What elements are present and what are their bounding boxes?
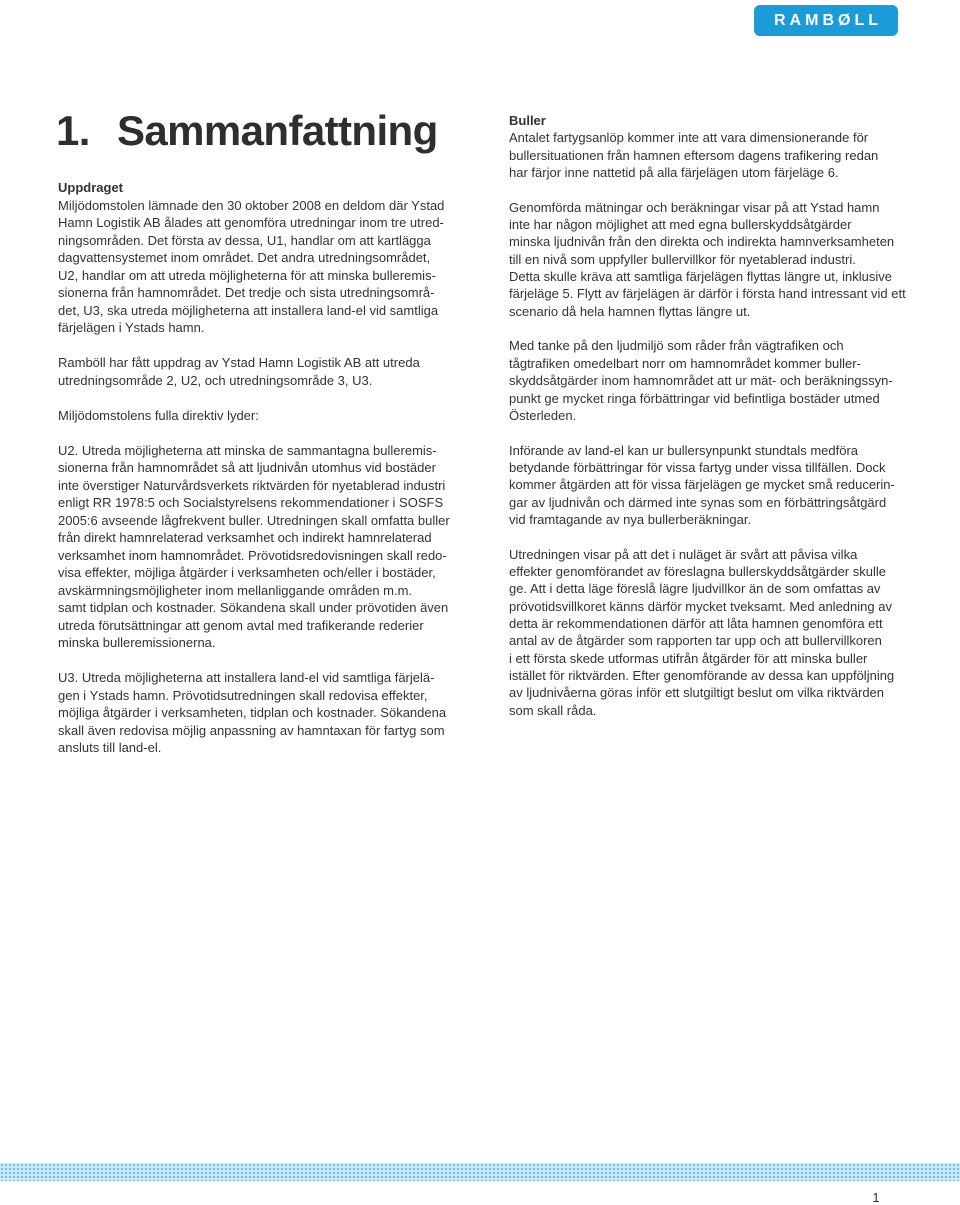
text-line: Detta skulle kräva att samtliga färjelägen flyttas längre ut, inklusive [509,269,892,285]
text-line: Utredningen visar på att det i nuläget är svårt att påvisa vilka [509,546,858,562]
text-line: bullersituationen från hamnen eftersom dagens trafikering redan [509,147,879,163]
text-line: samt tidplan och kostnader. Sökandena skall under prövotiden även [58,600,449,615]
text-line: ningsområden. Det första av dessa, U1, handlar om att kartlägga [58,232,431,248]
text-line: Antalet fartygsanlöp kommer inte att vara dimensionerande för [509,130,869,146]
text-line: av ljudnivåerna göras inför ett slutgiltigt beslut om vilka riktvärden [509,685,885,701]
text-line: skall även redovisa möjlig anpassning av hamntaxan för fartyg som [58,722,445,738]
paragraph [509,442,906,529]
text-line: gar av ljudnivån och därmed inte synas som en förbättringsåtgärd [509,494,887,510]
text-line: 2005:6 avseende lågfrekvent buller. Utredningen skall omfatta buller [58,512,450,528]
text-line: Införande av land-el kan ur bullersynpunkt stundtals medföra [509,442,859,458]
text-line: utredningsområde 2, U2, och utredningsområde 3, U3. [58,372,373,388]
text-line: verksamhet inom hamnområdet. Prövotidsredovisningen skall redo- [58,547,447,563]
text-line: sionerna från hamnområdet. Det tredje och sista utredningsområ- [58,285,435,300]
text-line: U2, handlar om att utreda möjligheterna för att minska bulleremis- [58,267,436,283]
paragraph [509,337,906,424]
text-line: Med tanke på den ljudmiljö som råder från vägtrafiken och [509,338,844,354]
text-line: inte har någon möjlighet att med egna bullerskyddsåtgärder [509,217,852,233]
text-line: i ett första skede utformas utifrån åtgärder för att minska buller [509,650,868,666]
paragraph [509,546,906,719]
text-line: effekter genomförandet av föreslagna bullerskyddsåtgärder skulle [509,563,886,579]
footer-band [0,1163,960,1181]
right-column [509,112,906,719]
page-title: Sammanfattning [117,107,438,154]
text-line: ansluts till land-el. [58,740,162,755]
text-line: inte överstiger Naturvårdsverkets riktvärden för nyetablerad industri [58,477,446,493]
page-number: 1 [872,1190,880,1205]
paragraph [58,442,450,652]
ramboll-logo [754,5,898,36]
paragraph [58,407,450,425]
text-line: Österleden. [509,407,577,423]
text-line: Miljödomstolen lämnade den 30 oktober 2008 en deldom där Ystad [58,197,445,213]
text-line: Hamn Logistik AB ålades att genomföra utredningar inom tre utred- [58,215,444,230]
logo-wordmark: RAMBØLL [774,11,882,29]
chapter-number: 1. [56,107,90,154]
text-line: tågtrafiken omedelbart norr om hamnområdet kommer buller- [509,355,861,371]
left-column [58,179,450,757]
text-line: möjliga åtgärder i verksamheten, tidplan och kostnader. Sökandena [58,705,447,720]
text-line: det, U3, ska utreda möjligheterna att installera land-el vid samtliga [58,302,439,318]
text-line: enligt RR 1978:5 och Socialstyrelsens rekommendationer i SOSFS [58,495,444,510]
text-line: färjeläge 5. Flytt av färjelägen är därför i första hand intressant vid ett [509,286,906,302]
text-line: U2. Utreda möjligheterna att minska de sammantagna bulleremis- [58,442,437,458]
text-line: har färjor inne nattetid på alla färjelägen utom färjeläge 6. [509,165,839,181]
text-line: avskärmningsmöjligheter inom mellanliggande områden m.m. [58,582,413,598]
text-line: detta är rekommendationen därför att låta hamnen genomföra ett [509,615,883,631]
section-heading: Uppdraget [58,180,123,195]
text-line: skyddsåtgärder inom hamnområdet att ur mät- och beräkningssyn- [509,373,893,389]
text-line: dagvattensystemet inom området. Det andra utredningsområdet, [58,250,431,265]
text-line: punkt ge mycket ringa förbättringar vid befintliga bostäder utmed [509,390,880,406]
text-line: istället för riktvärden. Efter genomförande av dessa kan uppföljning [509,668,895,683]
text-line: U3. Utreda möjligheterna att installera land-el vid samtliga färjelä- [58,670,435,685]
paragraph [509,129,906,181]
paragraph [58,669,450,757]
text-line: prövotidsvillkoret känns därför mycket tveksamt. Med anledning av [509,598,892,614]
text-line: färjelägen i Ystads hamn. [58,320,205,335]
text-line: kommer åtgärden att för vissa färjelägen ge mycket små reducerin- [509,477,895,493]
paragraph [58,354,450,389]
text-line: ge. Att i detta läge föreslå lägre ljudvillkor än de som omfattas av [509,581,881,597]
text-line: till en nivå som uppfyller bullervillkor för nyetablerad industri. [509,251,856,267]
text-line: minska bulleremissionerna. [58,635,216,650]
text-line: scenario då hela hamnen flyttas längre ut. [509,303,751,319]
text-line: gen i Ystads hamn. Prövotidsutredningen skall redovisa effekter, [58,687,428,703]
text-line: visa effekter, möjliga åtgärder i verksamheten och/eller i bostäder, [58,565,436,580]
text-line: som skall råda. [509,702,597,718]
text-line: Ramböll har fått uppdrag av Ystad Hamn Logistik AB att utreda [58,355,420,370]
paragraph [509,199,906,320]
text-line: betydande förbättringar för vissa fartyg under vissa tillfällen. Dock [509,459,886,475]
text-line: vid framtagande av nya bullerberäkningar. [509,511,752,527]
text-line: Genomförda mätningar och beräkningar visar på att Ystad hamn [509,199,880,215]
text-line: utreda förutsättningar att genom avtal med trafikerande rederier [58,617,424,633]
text-line: antal av de åtgärder som rapporten tar upp och att bullervillkoren [509,633,882,649]
paragraph [58,197,450,337]
text-line: sionerna från hamnområdet så att ljudnivån utomhus vid bostäder [58,460,436,475]
section-heading: Buller [509,113,546,128]
text-line: minska ljudnivån från den direkta och indirekta hamnverksamheten [509,234,895,250]
text-line: Miljödomstolens fulla direktiv lyder: [58,407,259,423]
text-line: från direkt hamnrelaterad verksamhet och indirekt hamnrelaterad [58,530,432,545]
